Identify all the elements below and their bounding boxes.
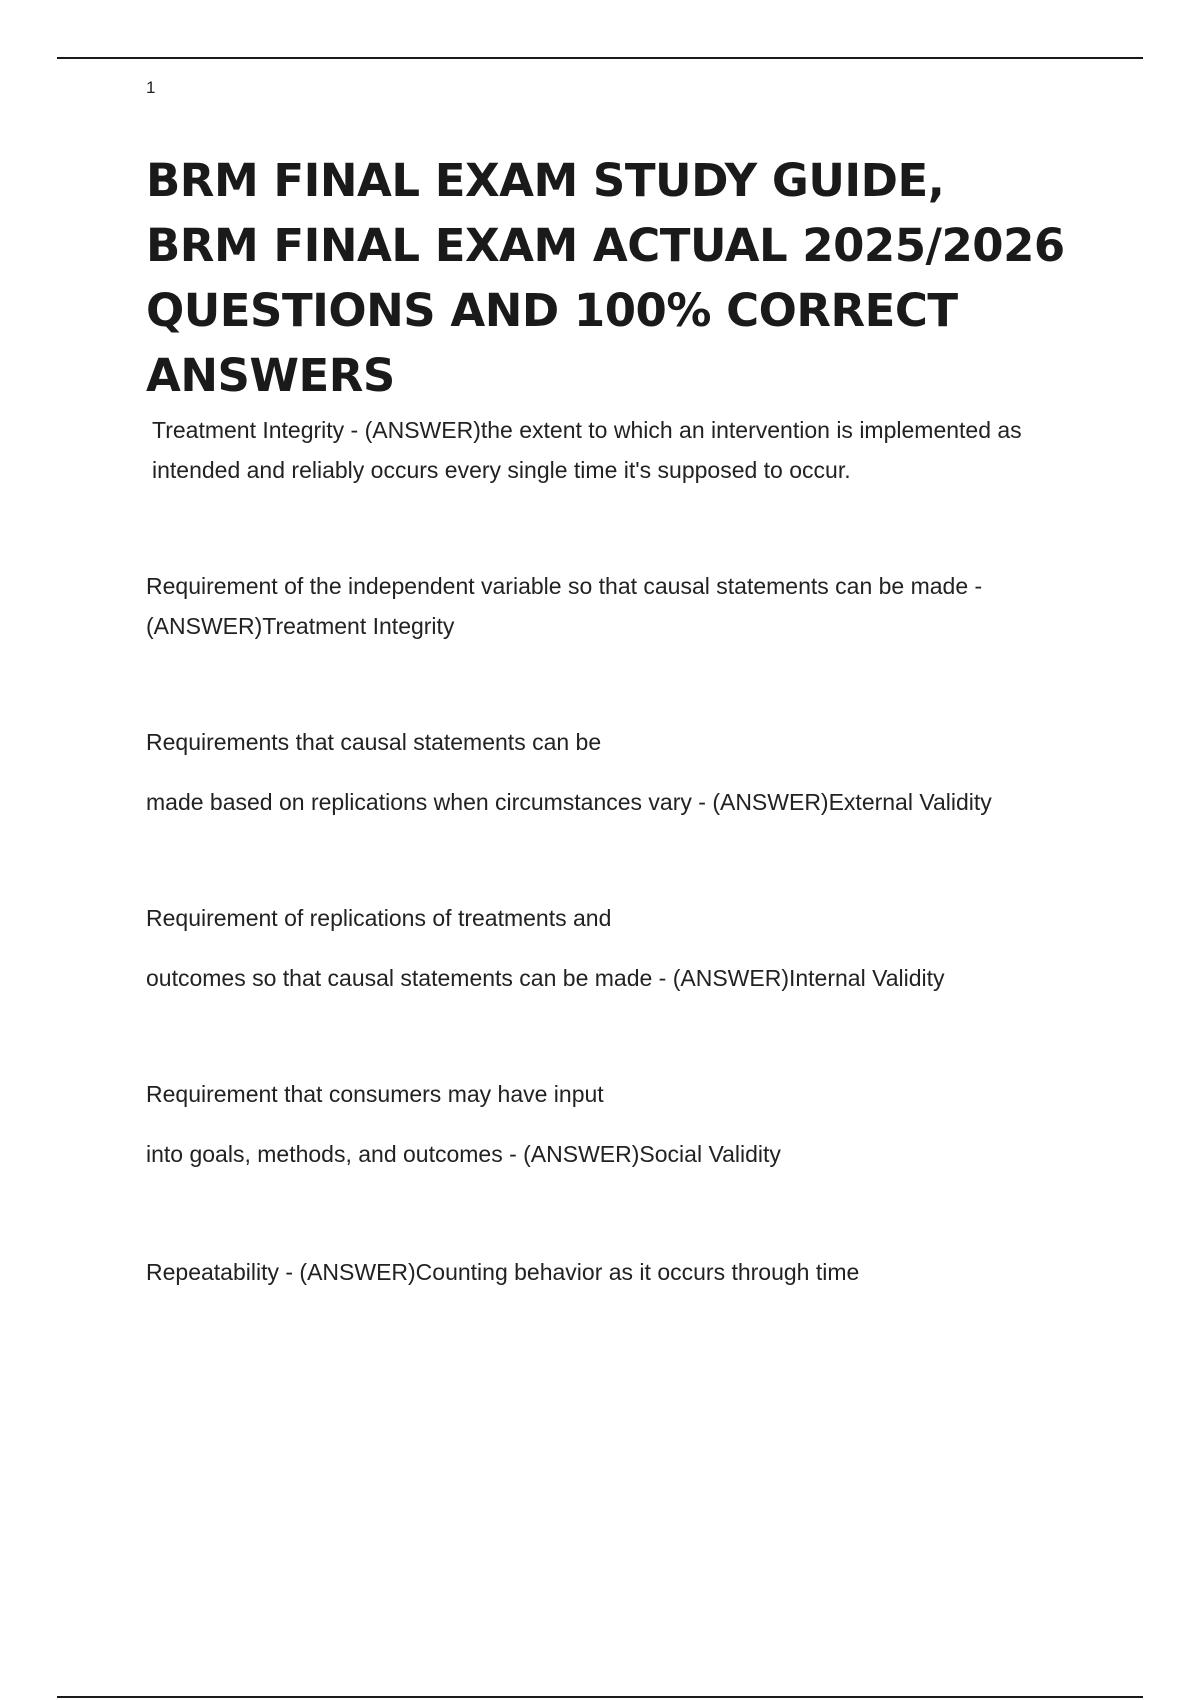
document-body — [146, 148, 1086, 1292]
footer-rule — [57, 1696, 1143, 1698]
qa-entry-external-validity — [146, 722, 1086, 822]
page-number: 1 — [146, 78, 156, 97]
qa-entry-text: Requirement of the independent variable so that causal statements can be made - (ANSWER)Treatment Integrity — [146, 573, 983, 639]
header-rule — [57, 57, 1143, 59]
qa-entry-answer: made based on replications when circumstances vary - (ANSWER)External Validity — [146, 789, 992, 815]
qa-entry-question: Requirement of replications of treatments and — [146, 905, 612, 931]
qa-entry-treatment-integrity — [146, 410, 1086, 490]
qa-entry-answer: outcomes so that causal statements can be made - (ANSWER)Internal Validity — [146, 965, 945, 991]
qa-entry-text: Repeatability - (ANSWER)Counting behavior as it occurs through time — [146, 1259, 860, 1285]
qa-entry-independent-variable — [146, 566, 1086, 646]
qa-entry-answer: into goals, methods, and outcomes - (ANSWER)Social Validity — [146, 1141, 781, 1167]
qa-entry-social-validity — [146, 1074, 1086, 1174]
qa-entry-repeatability — [146, 1252, 1086, 1292]
qa-entry-question: Requirement that consumers may have input — [146, 1081, 604, 1107]
document-title: BRM FINAL EXAM STUDY GUIDE, BRM FINAL EXAM ACTUAL 2025/2026 QUESTIONS AND 100% CORRECT ANSWERS — [146, 154, 1065, 402]
qa-entry-internal-validity — [146, 898, 1086, 998]
qa-entry-text: Treatment Integrity - (ANSWER)the extent to which an intervention is implemented as intended and reliably occurs every single time it's supposed to occur. — [152, 417, 1022, 483]
qa-entry-question: Requirements that causal statements can be — [146, 729, 602, 755]
